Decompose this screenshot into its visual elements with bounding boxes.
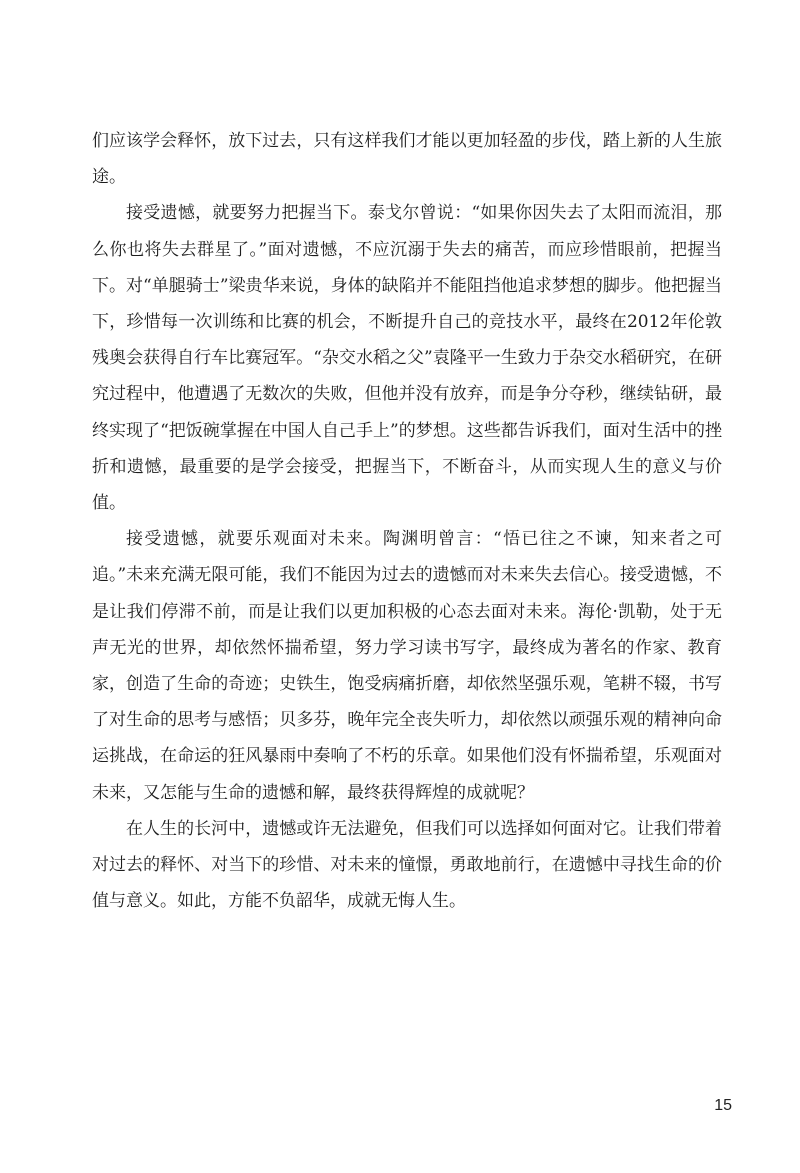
- essay-body: [92, 123, 722, 919]
- paragraph-face-future: 接受遗憾，就要乐观面对未来。陶渊明曾言：“悟已往之不谏，知来者之可追。”未来充满无限可能，我们不能因为过去的遗憾而对未来失去信心。接受遗憾，不是让我们停滞不前，而是让我们以更加积极的心态去面对未来。海伦·凯勒，处于无声无光的世界，却依然怀揣希望，努力学习读书写字，最终成为著名的作家、教育家，创造了生命的奇迹；史铁生，饱受病痛折磨，却依然坚强乐观，笔耕不辍，书写了对生命的思考与感悟；贝多芬，晚年完全丧失听力，却依然以顽强乐观的精神向命运挑战，在命运的狂风暴雨中奏响了不朽的乐章。如果他们没有怀揣希望，乐观面对未来，又怎能与生命的遗憾和解，最终获得辉煌的成就呢？: [92, 529, 722, 803]
- paragraph-continued: 们应该学会释怀，放下过去，只有这样我们才能以更加轻盈的步伐，踏上新的人生旅途。: [92, 131, 722, 188]
- page-number: 15: [714, 1097, 732, 1114]
- paragraph-conclusion: 在人生的长河中，遗憾或许无法避免，但我们可以选择如何面对它。让我们带着对过去的释怀、对当下的珍惜、对未来的憧憬，勇敢地前行，在遗憾中寻找生命的价值与意义。如此，方能不负韶华，成就无悔人生。: [92, 818, 722, 912]
- paragraph-seize-present: 接受遗憾，就要努力把握当下。泰戈尔曾说：“如果你因失去了太阳而流泪，那么你也将失去群星了。”面对遗憾，不应沉溺于失去的痛苦，而应珍惜眼前，把握当下。对“单腿骑士”梁贵华来说，身体的缺陷并不能阻挡他追求梦想的脚步。他把握当下，珍惜每一次训练和比赛的机会，不断提升自己的竞技水平，最终在2012年伦敦残奥会获得自行车比赛冠军。“杂交水稻之父”袁隆平一生致力于杂交水稻研究，在研究过程中，他遭遇了无数次的失败，但他并没有放弃，而是争分夺秒，继续钻研，最终实现了“把饭碗掌握在中国人自己手上”的梦想。这些都告诉我们，面对生活中的挫折和遗憾，最重要的是学会接受，把握当下，不断奋斗，从而实现人生的意义与价值。: [92, 203, 722, 514]
